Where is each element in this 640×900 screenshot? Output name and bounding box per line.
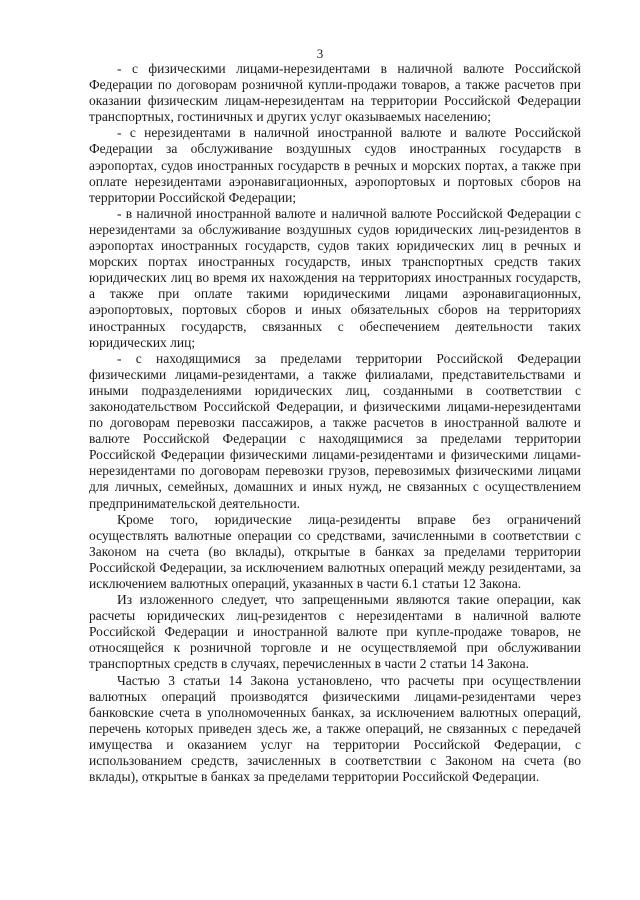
paragraph-article-14-part-3: Частью 3 статьи 14 Закона установлено, что расчеты при осуществлении валютных операций производятся физическими лицами-резидентами через банковские счета в уполномоченных банках, за исключением валютных операций, перечень которых приведен здесь же, а также операций, не связанных с передачей имущества и оказанием услуг на территории Российской Федерации, с использованием средств, зачисленных в соответствии с Законом на счета (во вклады), открытые в банках за пределами территории Российской Федерации. [89,672,581,785]
paragraph-passenger-cargo-transport: - с находящимися за пределами территории Российской Федерации физическими лицами-резидентами, а также филиалами, представительствами и иными подразделениями юридических лиц, созданными в соответствии с законодательством Российской Федерации, и физическими лицами-нерезидентами по договорам перевозки пассажиров, а также расчетов в иностранной валюте и валюте Российской Федерации с находящимися за пределами территории Российской Федерации физическими лицами-резидентами и физическими лицами-нерезидентами по договорам перевозки грузов, перевозимых физическими лицами для личных, семейных, домашних и иных нужд, не связанных с осуществлением предпринимательской деятельности. [89,350,581,511]
paragraph-prohibited-operations: Из изложенного следует, что запрещенными являются такие операции, как расчеты юридических лиц-резидентов с нерезидентами в наличной валюте Российской Федерации и иностранной валюте при купле-продаже товаров, не относящейся к розничной торговле и не осуществляемой при обслуживании транспортных средств в случаях, перечисленных в части 2 статьи 14 Закона. [89,592,581,672]
paragraph-foreign-aircraft-service: - с нерезидентами в наличной иностранной валюте и валюте Российской Федерации за обслуживание воздушных судов иностранных государств в аэропортах, судов иностранных государств в речных и морских портах, а также при оплате нерезидентами аэронавигационных, аэропортовых и портовых сборов на территории Российской Федерации; [89,125,581,205]
paragraph-foreign-bank-accounts: Кроме того, юридические лица-резиденты вправе без ограничений осуществлять валютные операции со средствами, зачисленными в соответствии с Законом на счета (во вклады), открытые в банках за пределами территории Российской Федерации, за исключением валютных операций между резидентами, за исключением валютных операций, указанных в части 6.1 статьи 12 Закона. [89,511,581,591]
document-body [89,61,581,785]
paragraph-resident-aircraft-abroad: - в наличной иностранной валюте и наличной валюте Российской Федерации с нерезидентами за обслуживание воздушных судов юридических лиц-резидентов в аэропортах иностранных государств, судов таких юридических лиц в речных и морских портах иностранных государств, иных транспортных средств таких юридических лиц во время их нахождения на территориях иностранных государств, а также при оплате такими юридическими лицами аэронавигационных, аэропортовых, портовых сборов и иных обязательных сборов на территориях иностранных государств, связанных с обеспечением деятельности таких юридических лиц; [89,205,581,350]
page-number: 3 [316,46,324,61]
paragraph-nonresident-individuals-retail: - с физическими лицами-нерезидентами в наличной валюте Российской Федерации по договорам розничной купли-продажи товаров, а также расчетов при оказании физическим лицам-нерезидентам на территории Российской Федерации транспортных, гостиничных и других услуг оказываемых населению; [89,61,581,125]
